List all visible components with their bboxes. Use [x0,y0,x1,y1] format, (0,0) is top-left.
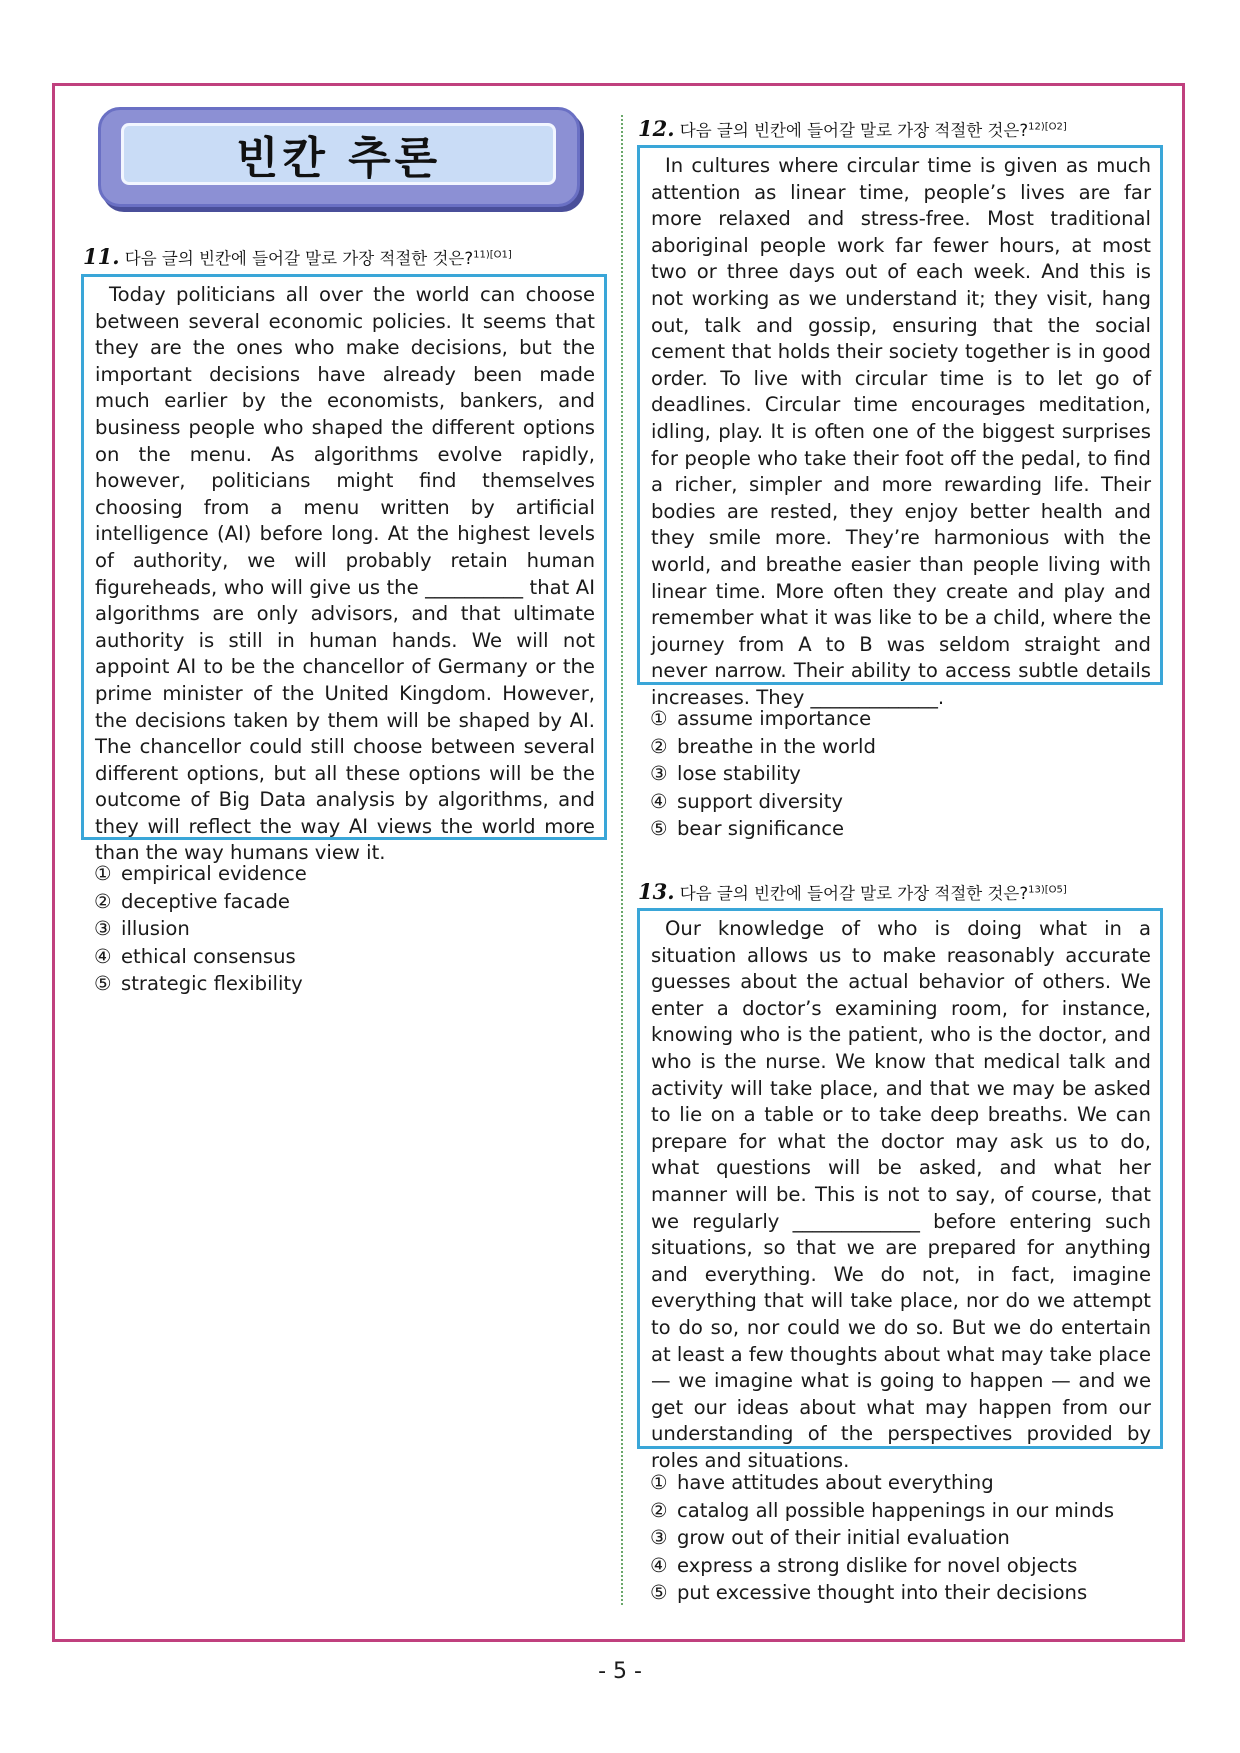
question-prompt: 다음 글의 빈칸에 들어갈 말로 가장 적절한 것은? [124,249,474,268]
question-11-choices [94,860,307,998]
question-tag: 11)[O1] [473,249,512,261]
choice-5[interactable]: ⑤ bear significance [650,817,845,841]
section-title: 빈칸 추론 [235,133,442,184]
question-prompt: 다음 글의 빈칸에 들어갈 말로 가장 적절한 것은? [679,121,1029,140]
question-12-header [638,116,1067,141]
question-13-header [638,879,1067,904]
question-11-header [83,244,512,269]
choice-1[interactable]: ① empirical evidence [94,862,307,885]
choice-4[interactable]: ④ ethical consensus [94,944,296,968]
choice-4[interactable]: ④ support diversity [650,789,843,813]
question-13-passage [637,908,1163,1472]
choice-4[interactable]: ④ express a strong dislike for novel objects [650,1553,1078,1577]
choice-1[interactable]: ① assume importance [650,707,872,730]
choice-2[interactable]: ② deceptive facade [94,889,290,913]
page-number: - 5 - [598,1659,642,1684]
choice-3[interactable]: ③ illusion [94,917,190,941]
column-divider [621,115,623,1605]
question-12-choices [650,705,876,843]
choice-5[interactable]: ⑤ put excessive thought into their decisions [650,1581,1088,1605]
choice-2[interactable]: ② breathe in the world [650,734,876,758]
passage-text: In cultures where circular time is given as much attention as linear time, people’s lives are far more relaxed and stress-free. Most traditional aboriginal people work far fewer hours, at most two or three days out of each week. And this is not working as we understand it; they visit, hang out, talk and gossip, ensuring that the social cement that holds their society together is in good order. To live with circular time is to let go of deadlines. Circular time encourages meditation, idling, play. It is often one of the biggest surprises for people who take their foot off the pedal, to find a richer, simpler and more rewarding life. Their bodies are rested, they enjoy better health and they smile more. They’re harmonious with the world, and breathe easier than people living with linear time. More often they create and play and remember what it was like to be a child, where the journey from A to B was seldom straight and never narrow. Their ability to access subtle details increases. They _____________. [651,154,1151,709]
passage-text: Our knowledge of who is doing what in a situation allows us to make reasonably accurate guesses about the actual behavior of others. We enter a doctor’s examining room, for instance, knowing who is the patient, who is the doctor, and who is the nurse. We know that medical talk and activity will take place, and that we may be asked to lie on a table or to take deep breaths. We can prepare for what the doctor may ask us to do, what questions will be asked, and what her manner will be. This is not to say, of course, that we regularly _____________ before entering such situations, so that we are prepared for anything and everything. We do not, in fact, imagine everything that will take place, nor do we attempt to do so, nor could we do so. But we do entertain at least a few thoughts about what may take place — we imagine what is going to happen — and we get our ideas about what may happen from our understanding of the perspectives provided by roles and situations. [651,917,1151,1472]
choice-5[interactable]: ⑤ strategic flexibility [94,972,303,996]
passage-text: Today politicians all over the world can choose between several economic policies. It seems that they are the ones who make decisions, but the important decisions have already been made much earlier by the economists, bankers, and business people who shaped the different options on the menu. As algorithms evolve rapidly, however, politicians might find themselves choosing from a menu written by artificial intelligence (AI) before long. At the highest levels of authority, we will probably retain human figureheads, who will give us the __________ that AI algorithms are only advisors, and that ultimate authority is still in human hands. We will not appoint AI to be the chancellor of Germany or the prime minister of the United Kingdom. However, the decisions taken by them will be shaped by AI. The chancellor could still choose between several different options, but all these options will be the outcome of Big Data analysis by algorithms, and they will reflect the way AI views the world more than the way humans view it. [95,283,595,865]
question-number: 11. [83,244,120,269]
question-13-choices [650,1469,1114,1607]
question-12-passage [637,145,1163,709]
question-tag: 12)[O2] [1028,121,1067,133]
choice-2[interactable]: ② catalog all possible happenings in our minds [650,1498,1115,1522]
question-tag: 13)[O5] [1028,884,1067,896]
question-number: 13. [638,879,675,904]
choice-1[interactable]: ① have attitudes about everything [650,1471,994,1494]
section-banner-inner [121,123,556,185]
choice-3[interactable]: ③ grow out of their initial evaluation [650,1526,1010,1550]
question-number: 12. [638,116,675,141]
choice-3[interactable]: ③ lose stability [650,762,801,786]
question-11-passage [81,274,607,865]
question-prompt: 다음 글의 빈칸에 들어갈 말로 가장 적절한 것은? [679,884,1029,903]
